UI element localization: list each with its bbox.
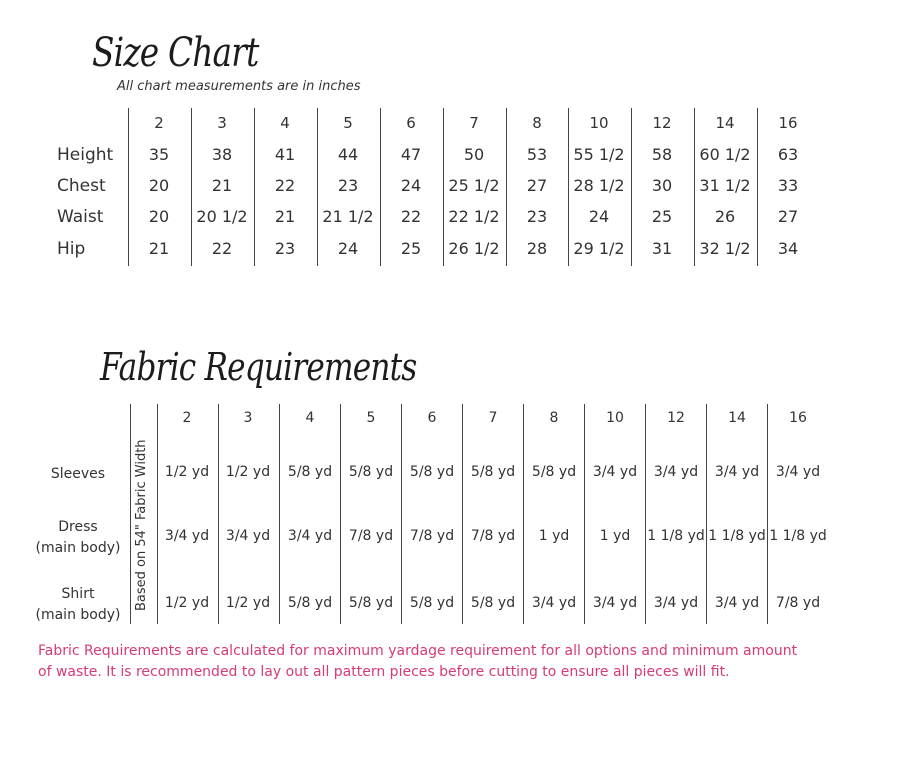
fabric-cell: 5/8 yd xyxy=(470,595,516,611)
fabric-cell: 5/8 yd xyxy=(470,464,516,480)
fabric-size-header: 10 xyxy=(606,410,624,426)
fabric-cell: 5/8 yd xyxy=(531,464,577,480)
size-column-divider xyxy=(631,108,632,266)
fabric-column-divider xyxy=(706,404,707,624)
fabric-cell: 5/8 yd xyxy=(409,464,455,480)
fabric-row-label: (main body) xyxy=(35,607,121,623)
fabric-cell: 5/8 yd xyxy=(287,464,333,480)
fabric-cell: 3/4 yd xyxy=(592,595,638,611)
fabric-cell: 7/8 yd xyxy=(470,528,516,544)
size-cell: 27 xyxy=(777,207,799,226)
fabric-cell: 5/8 yd xyxy=(409,595,455,611)
fabric-column-divider xyxy=(218,404,219,624)
fabric-cell: 3/4 yd xyxy=(225,528,271,544)
size-header: 12 xyxy=(652,114,672,132)
size-chart-subtitle: All chart measurements are in inches xyxy=(117,79,361,94)
fabric-size-header: 16 xyxy=(789,410,807,426)
size-column-divider xyxy=(757,108,758,266)
fabric-row-label: Shirt xyxy=(61,586,95,602)
size-header: 6 xyxy=(406,114,416,132)
size-cell: 41 xyxy=(274,145,296,164)
fabric-cell: 3/4 yd xyxy=(714,595,760,611)
fabric-cell: 3/4 yd xyxy=(164,528,210,544)
fabric-size-header: 5 xyxy=(366,410,376,426)
size-column-divider xyxy=(317,108,318,266)
fabric-size-header: 3 xyxy=(243,410,253,426)
fabric-row-label: Dress xyxy=(58,519,98,535)
size-cell: 31 xyxy=(651,239,673,258)
size-cell: 23 xyxy=(526,207,548,226)
size-cell: 34 xyxy=(777,239,799,258)
size-header: 5 xyxy=(343,114,353,132)
fabric-size-header: 14 xyxy=(728,410,746,426)
size-cell: 47 xyxy=(400,145,422,164)
size-column-divider xyxy=(568,108,569,266)
size-cell: 30 xyxy=(651,176,673,195)
size-cell: 21 xyxy=(274,207,296,226)
size-cell: 26 1/2 xyxy=(448,239,500,258)
size-cell: 22 xyxy=(400,207,422,226)
fabric-footnote: Fabric Requirements are calculated for maximum yardage requirement for all options and minimum amount of waste. It is recommended to lay out all pattern pieces before cutting to ensure all pieces will fit. xyxy=(38,643,798,680)
size-cell: 22 xyxy=(274,176,296,195)
fabric-cell: 1 yd xyxy=(538,528,570,544)
fabric-width-note: Based on 54" Fabric Width xyxy=(134,439,149,611)
fabric-row-label: Sleeves xyxy=(50,466,106,482)
fabric-size-header: 8 xyxy=(549,410,559,426)
fabric-size-header: 4 xyxy=(305,410,315,426)
size-cell: 33 xyxy=(777,176,799,195)
fabric-cell: 3/4 yd xyxy=(775,464,821,480)
size-cell: 20 1/2 xyxy=(196,207,248,226)
size-header: 8 xyxy=(532,114,542,132)
size-cell: 50 xyxy=(463,145,485,164)
size-cell: 27 xyxy=(526,176,548,195)
size-cell: 63 xyxy=(777,145,799,164)
size-header: 16 xyxy=(778,114,798,132)
size-cell: 21 xyxy=(148,239,170,258)
fabric-cell: 5/8 yd xyxy=(348,595,394,611)
size-cell: 24 xyxy=(400,176,422,195)
fabric-cell: 1/2 yd xyxy=(225,595,271,611)
size-header: 4 xyxy=(280,114,290,132)
fabric-column-divider xyxy=(279,404,280,624)
fabric-column-divider xyxy=(157,404,158,624)
fabric-cell: 1/2 yd xyxy=(164,464,210,480)
fabric-size-header: 7 xyxy=(488,410,498,426)
fabric-column-divider xyxy=(767,404,768,624)
size-cell: 22 xyxy=(211,239,233,258)
fabric-cell: 3/4 yd xyxy=(531,595,577,611)
size-column-divider xyxy=(443,108,444,266)
size-cell: 26 xyxy=(714,207,736,226)
size-header: 10 xyxy=(589,114,609,132)
size-cell: 28 1/2 xyxy=(573,176,625,195)
fabric-cell: 7/8 yd xyxy=(348,528,394,544)
size-cell: 23 xyxy=(337,176,359,195)
size-cell: 28 xyxy=(526,239,548,258)
size-column-divider xyxy=(506,108,507,266)
size-cell: 21 xyxy=(211,176,233,195)
size-cell: 23 xyxy=(274,239,296,258)
fabric-column-divider xyxy=(645,404,646,624)
size-cell: 32 1/2 xyxy=(699,239,751,258)
fabric-cell: 3/4 yd xyxy=(653,464,699,480)
fabric-cell: 1 1/8 yd xyxy=(769,528,827,544)
fabric-cell: 5/8 yd xyxy=(287,595,333,611)
size-header: 2 xyxy=(154,114,164,132)
size-cell: 31 1/2 xyxy=(699,176,751,195)
size-cell: 25 1/2 xyxy=(448,176,500,195)
fabric-column-divider xyxy=(340,404,341,624)
fabric-column-divider xyxy=(584,404,585,624)
size-chart-title: Size Chart xyxy=(92,30,259,76)
size-row-label: Height xyxy=(57,145,114,165)
size-row-label: Waist xyxy=(57,207,104,227)
size-header: 7 xyxy=(469,114,479,132)
fabric-cell: 1 yd xyxy=(599,528,631,544)
fabric-cell: 1/2 yd xyxy=(225,464,271,480)
size-row-label: Hip xyxy=(57,239,86,259)
size-cell: 58 xyxy=(651,145,673,164)
size-row-label: Chest xyxy=(57,176,106,196)
size-column-divider xyxy=(191,108,192,266)
fabric-cell: 7/8 yd xyxy=(775,595,821,611)
fabric-column-divider xyxy=(523,404,524,624)
size-cell: 55 1/2 xyxy=(573,145,625,164)
fabric-column-divider xyxy=(462,404,463,624)
size-cell: 24 xyxy=(337,239,359,258)
fabric-cell: 3/4 yd xyxy=(714,464,760,480)
size-cell: 20 xyxy=(148,176,170,195)
fabric-cell: 7/8 yd xyxy=(409,528,455,544)
fabric-cell: 1 1/8 yd xyxy=(647,528,705,544)
size-cell: 44 xyxy=(337,145,359,164)
size-cell: 25 xyxy=(400,239,422,258)
size-column-divider xyxy=(380,108,381,266)
fabric-cell: 1 1/8 yd xyxy=(708,528,766,544)
fabric-cell: 1/2 yd xyxy=(164,595,210,611)
size-header: 3 xyxy=(217,114,227,132)
fabric-cell: 3/4 yd xyxy=(287,528,333,544)
fabric-row-label: (main body) xyxy=(35,540,121,556)
size-column-divider xyxy=(128,108,129,266)
fabric-requirements-title: Fabric Requirements xyxy=(100,345,417,389)
fabric-column-divider xyxy=(401,404,402,624)
fabric-cell: 5/8 yd xyxy=(348,464,394,480)
size-cell: 53 xyxy=(526,145,548,164)
size-cell: 60 1/2 xyxy=(699,145,751,164)
size-cell: 21 1/2 xyxy=(322,207,374,226)
size-column-divider xyxy=(254,108,255,266)
size-cell: 29 1/2 xyxy=(573,239,625,258)
fabric-cell: 3/4 yd xyxy=(592,464,638,480)
size-cell: 35 xyxy=(148,145,170,164)
size-cell: 24 xyxy=(588,207,610,226)
size-column-divider xyxy=(694,108,695,266)
fabric-size-header: 12 xyxy=(667,410,685,426)
size-cell: 20 xyxy=(148,207,170,226)
size-cell: 25 xyxy=(651,207,673,226)
size-cell: 22 1/2 xyxy=(448,207,500,226)
fabric-cell: 3/4 yd xyxy=(653,595,699,611)
size-cell: 38 xyxy=(211,145,233,164)
fabric-size-header: 2 xyxy=(182,410,192,426)
fabric-size-header: 6 xyxy=(427,410,437,426)
size-header: 14 xyxy=(715,114,735,132)
